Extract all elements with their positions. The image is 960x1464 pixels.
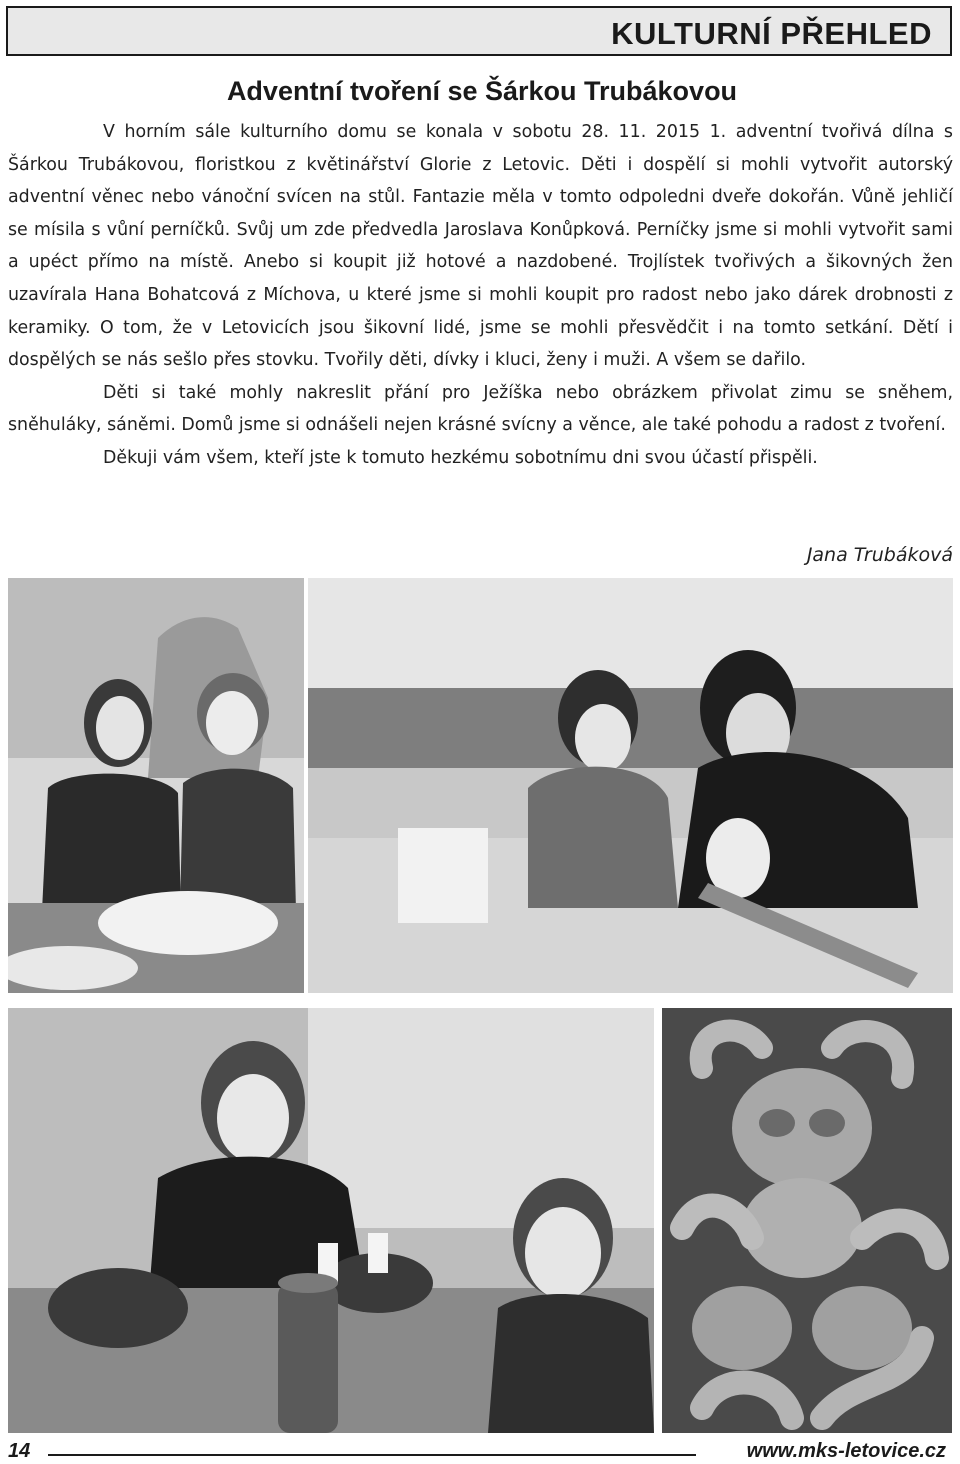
photo-gingerbread-rolling [308,578,953,993]
photo-two-women [8,578,304,993]
photo-advent-candles [8,1008,654,1433]
photo-advent-candles-image [8,1008,654,1433]
article-title: Adventní tvoření se Šárkou Trubákovou [226,76,738,106]
article-paragraph: Děti si také mohly nakreslit přání pro Ježíška nebo obrázkem přivolat zimu se sněhem, sněhuláky, sáněmi. Domů jsme si odnášeli nejen krásné svícny a věnce, ale také pohodu a radost z tvoření. [8,382,953,436]
article-body [8,116,953,475]
photo-gingerbread-figure-image [662,1008,952,1433]
header-bar [6,6,952,56]
website-url: www.mks-letovice.cz [746,1440,946,1462]
photo-two-women-image [8,578,304,993]
page-number: 14 [8,1440,31,1462]
section-title: KULTURNÍ PŘEHLED [611,16,932,51]
article-paragraph: Děkuji vám všem, kteří jste k tomuto hezkému sobotnímu dni svou účastí přispěli. [103,447,818,468]
photo-gingerbread-figure [662,1008,952,1433]
article-paragraph: V horním sále kulturního domu se konala v sobotu 28. 11. 2015 1. adventní tvořivá dílna s Šárkou Trubákovou, floristkou z květinářství Glorie z Letovic. Děti i dospělí si mohli vytvořit autorský adventní věnec nebo vánoční svícen na stůl. Fantazie měla v tomto odpoledni dveře dokořán. Vůně jehličí se mísila s vůní perníčků. Svůj um zde předvedla Jaroslava Konůpková. Perníčky jsme si mohli vytvořit sami a upéct přímo na místě. Anebo si koupit již hotové a nazdobené. Trojlístek tvořivých a šikovných žen uzavírala Hana Bohatcová z Míchova, u které jsme si mohli koupit pro radost nebo jako dárek drobnosti z keramiky. O tom, že v Letovicích jsou šikovní lidé, jsme se mohli přesvědčit i na tomto setkání. Dětí i dospělých se nás sešlo přes stovku. Tvořily děti, dívky i kluci, ženy i muži. A všem se dařilo. [8,122,953,371]
article-signature: Jana Trubáková [806,544,953,566]
footer-rule [48,1454,696,1456]
photo-gingerbread-rolling-image [308,578,953,993]
